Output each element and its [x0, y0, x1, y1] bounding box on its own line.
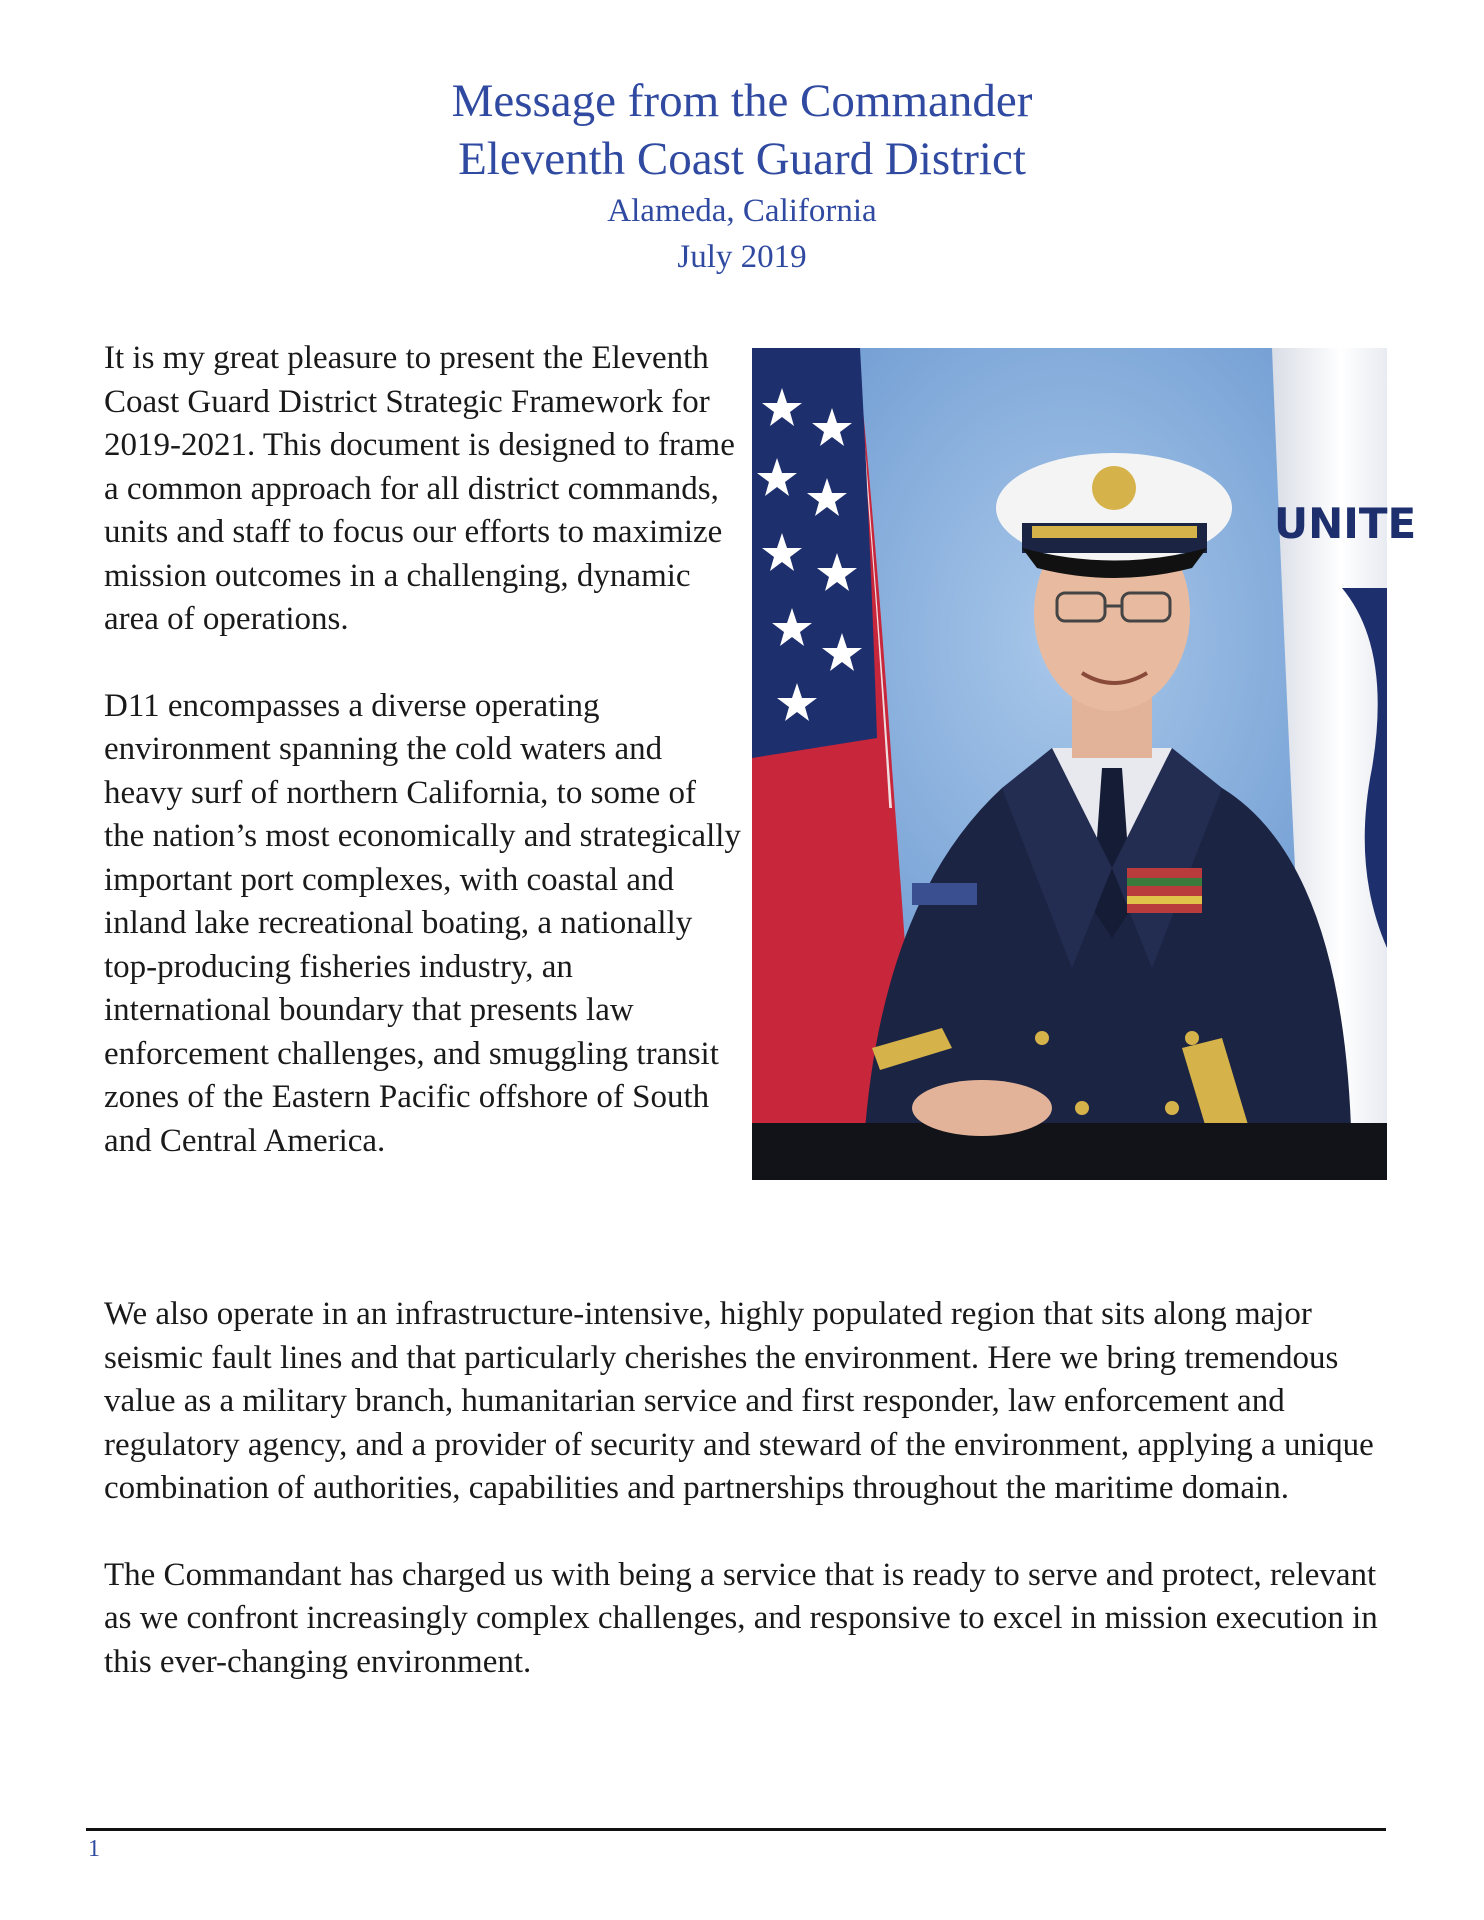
paragraph-3: We also operate in an infrastructure-intensive, highly populated region that sits along major seismic fault lines and that particularly cherishes the environment. Here we bring tremendous value as a military branch, humanitarian service and first responder, law enforcement and regulatory agency, and a provider of security and steward of the environment, applying a unique combination of authorities, capabilities and partnerships throughout the maritime domain. — [104, 1296, 1374, 1506]
page-title: Message from the Commander — [451, 75, 1033, 127]
body-full-width — [104, 1293, 1404, 1727]
paragraph-4: The Commandant has charged us with being a service that is ready to serve and protect, relevant as we confront increasingly complex challenges, and responsive to excel in mission execution in this ever-changing environment. — [104, 1556, 1378, 1680]
paragraph-2: D11 encompasses a diverse operating environment spanning the cold waters and heavy surf of northern California, to some of the nation’s most economically and strategically important port complexes, with coastal and inland lake recreational boating, a nationally top-producing fisheries industry, an international boundary that presents law enforcement challenges, and smuggling transit zones of the Eastern Pacific offshore of South and Central America. — [104, 687, 741, 1159]
intro-column — [104, 337, 744, 1206]
commander-portrait — [752, 348, 1417, 1180]
page-subtitle: Eleventh Coast Guard District — [458, 133, 1026, 185]
page-number: 1 — [88, 1836, 100, 1862]
date-line: July 2019 — [677, 239, 807, 275]
paragraph-1: It is my great pleasure to present the Eleventh Coast Guard District Strategic Framework for 2019-2021. This document is designed to frame a common approach for all district commands, units and staff to focus our efforts to maximize mission outcomes in a challenging, dynamic area of operations. — [104, 340, 735, 637]
footer-rule — [86, 1828, 1386, 1831]
page-header — [0, 72, 1484, 280]
flag-text: UNITE — [1274, 499, 1417, 548]
location-line: Alameda, California — [607, 193, 877, 229]
